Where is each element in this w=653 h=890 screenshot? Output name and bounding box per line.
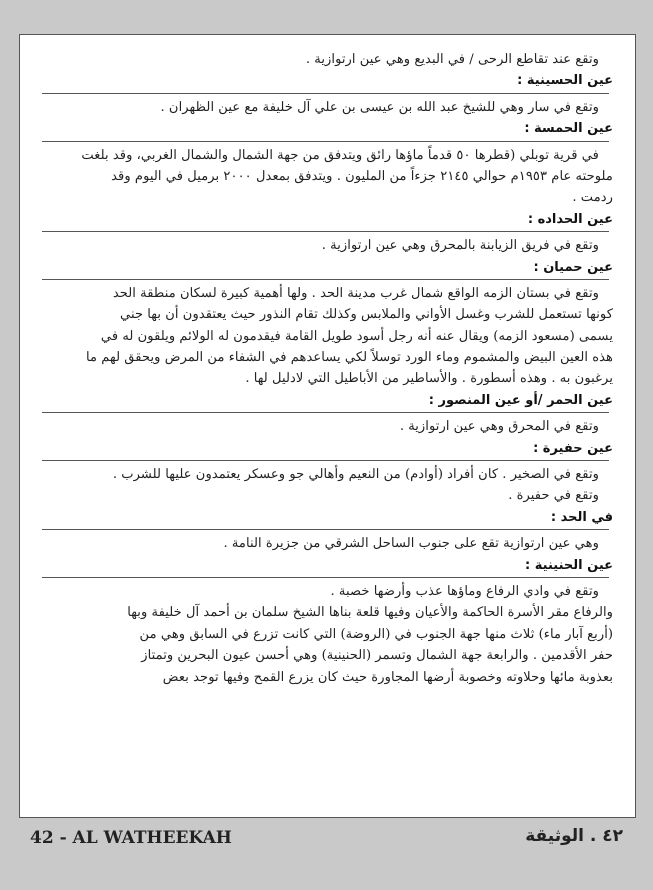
text-line: والرفاع مقر الأسرة الحاكمة والأعيان وفيها قلعة بناها الشيخ سلمان بن أحمد آل خليفة وبها bbox=[127, 605, 613, 621]
text-line: كونها تستعمل للشرب وغسل الأواني والملابس وكذلك تقام النذور حيث يعتقدون أن بها جني bbox=[119, 307, 613, 323]
heading-rule bbox=[42, 279, 609, 280]
text-line: وتقع عند تقاطع الرحى / في البديع وهي عين ارتوازية . bbox=[305, 52, 599, 67]
heading-rule bbox=[42, 460, 609, 461]
footer-page-label-arabic: ٤٢ . الوثيقة bbox=[525, 826, 623, 846]
section-heading: في الحد : bbox=[550, 509, 613, 525]
text-line: وهي عين ارتوازية تقع على جنوب الساحل الشرقي من جزيرة النامة . bbox=[223, 536, 599, 552]
section-heading: عين الحسينية : bbox=[517, 73, 613, 89]
page-frame bbox=[19, 34, 636, 818]
text-line: ردمت . bbox=[572, 190, 613, 206]
heading-rule bbox=[42, 141, 609, 142]
text-line: وتقع في سار وهي للشيخ عبد الله بن عيسى بن علي آل خليفة مع عين الظهران . bbox=[160, 99, 599, 115]
text-line: وتقع في الصخير . كان أفراد (أوادم) من النعيم وأهالي جو وعسكر يعتمدون عليها للشرب . bbox=[112, 467, 599, 483]
text-line: يسمى (مسعود الزمه) ويقال عنه أنه رجل أسود طويل القامة فيقدمون له الولائم ويلقون له في bbox=[100, 328, 613, 344]
text-line: وتقع في حفيرة . bbox=[508, 488, 599, 504]
section-heading: عين الحمر /أو عين المنصور : bbox=[428, 392, 613, 408]
section-heading: عين الحمسة : bbox=[524, 121, 613, 137]
page-footer bbox=[0, 824, 653, 854]
section-heading: عين حميان : bbox=[533, 259, 613, 275]
section-heading: عين الحداده : bbox=[527, 211, 613, 227]
section-heading: عين حفيرة : bbox=[533, 440, 613, 456]
text-line: ملوحته عام ١٩٥٣م حوالي ٢١٤٥ جزءاً من المليون . ويتدفق بمعدل ٢٠٠٠ برميل في اليوم وقد bbox=[111, 168, 613, 184]
text-line: في قرية توبلي (قطرها ٥٠ قدماً ماؤها رائق ويتدفق من جهة الشمال والشمال الغربي، وقد بلغت bbox=[81, 147, 599, 163]
heading-rule bbox=[42, 529, 609, 530]
page-text bbox=[42, 49, 613, 809]
heading-rule bbox=[42, 93, 609, 94]
heading-rule bbox=[42, 412, 609, 413]
text-line: وتقع في بستان الزمه الواقع شمال غرب مدينة الحد . ولها أهمية كبيرة لسكان منطقة الحد bbox=[112, 285, 599, 301]
text-line: وتقع في المحرق وهي عين ارتوازية . bbox=[399, 419, 599, 435]
text-line: يرغبون به . وهذه أسطورة . والأساطير من الأباطيل التي لادليل لها . bbox=[245, 371, 613, 387]
text-line: حفر الأقدمين . والرابعة جهة الشمال وتسمر (الحنينية) وهي أحسن عيون البحرين وتمتاز bbox=[141, 648, 613, 664]
heading-rule bbox=[42, 577, 609, 578]
text-line: بعذوبة مائها وحلاوته وخصوبة أرضها المجاورة حيث كان يزرع القمح وفيها توجد بعض bbox=[162, 669, 613, 685]
text-line: وتقع في فريق الزيابنة بالمحرق وهي عين ارتوازية . bbox=[321, 238, 599, 254]
heading-rule bbox=[42, 231, 609, 232]
text-line: وتقع في وادي الرفاع وماؤها عذب وأرضها خصبة . bbox=[330, 583, 599, 599]
section-heading: عين الحنينية : bbox=[525, 557, 613, 573]
text-line: (أربع آبار ماء) ثلاث منها جهة الجنوب في (الروضة) التي كانت تزرع في السابق وهي من bbox=[139, 626, 613, 642]
footer-page-label-latin: 42 - AL WATHEEKAH bbox=[30, 828, 232, 848]
text-line: هذه العين البيض والمشموم وماء الورد توسلاً لكي يساعدهم في الشفاء من المرض ويحقق لهم ما bbox=[85, 350, 613, 366]
